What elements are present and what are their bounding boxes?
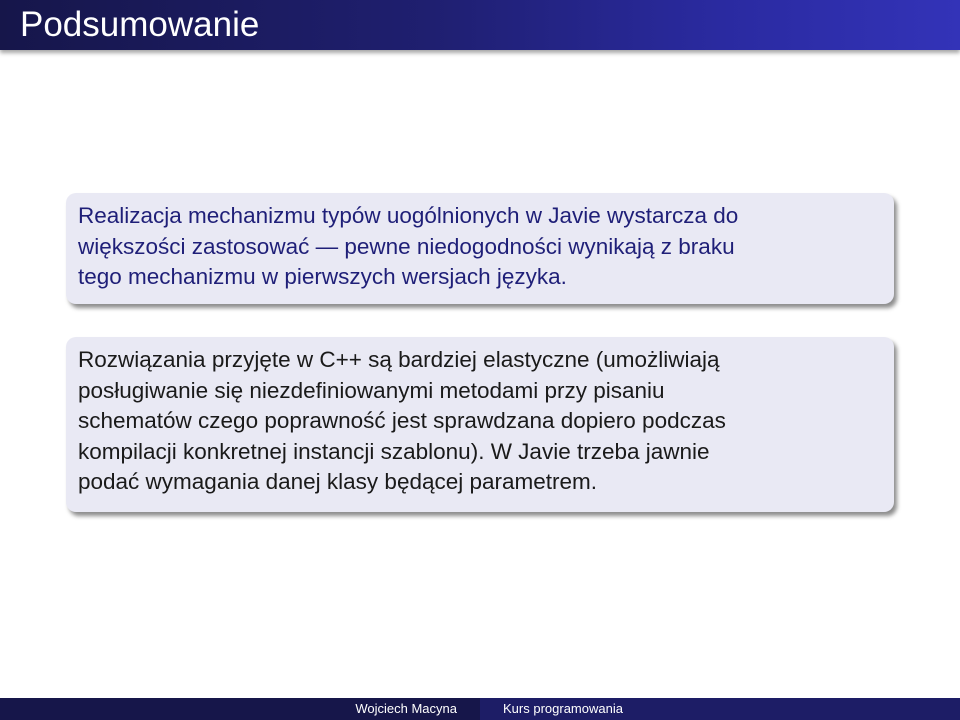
text-line: Rozwiązania przyjęte w C++ są bardziej elastyczne (umożliwiają <box>78 347 720 372</box>
slide-title: Podsumowanie <box>20 5 260 44</box>
summary-block-java-text <box>78 201 882 293</box>
summary-block-cpp-text <box>78 345 882 498</box>
text-line: Realizacja mechanizmu typów uogólnionych w Javie wystarcza do <box>78 203 739 228</box>
text-line: kompilacji konkretnej instancji szablonu). W Javie trzeba jawnie <box>78 438 710 464</box>
text-line: posługiwanie się niezdefiniowanymi metodami przy pisaniu <box>78 377 665 403</box>
text-line: większości zastosować — pewne niedogodności wynikają z braku <box>78 233 735 259</box>
text-line: tego mechanizmu w pierwszych wersjach języka. <box>78 264 567 289</box>
title-bar <box>0 0 960 50</box>
footer-author: Wojciech Macyna <box>0 698 480 720</box>
text-line: schematów czego poprawność jest sprawdzana dopiero podczas <box>78 408 726 433</box>
text-line: podać wymagania danej klasy będącej parametrem. <box>78 469 598 494</box>
summary-block-java <box>66 193 894 304</box>
footer-course: Kurs programowania <box>480 698 960 720</box>
footer-bar <box>0 698 960 720</box>
summary-block-cpp <box>66 337 894 512</box>
